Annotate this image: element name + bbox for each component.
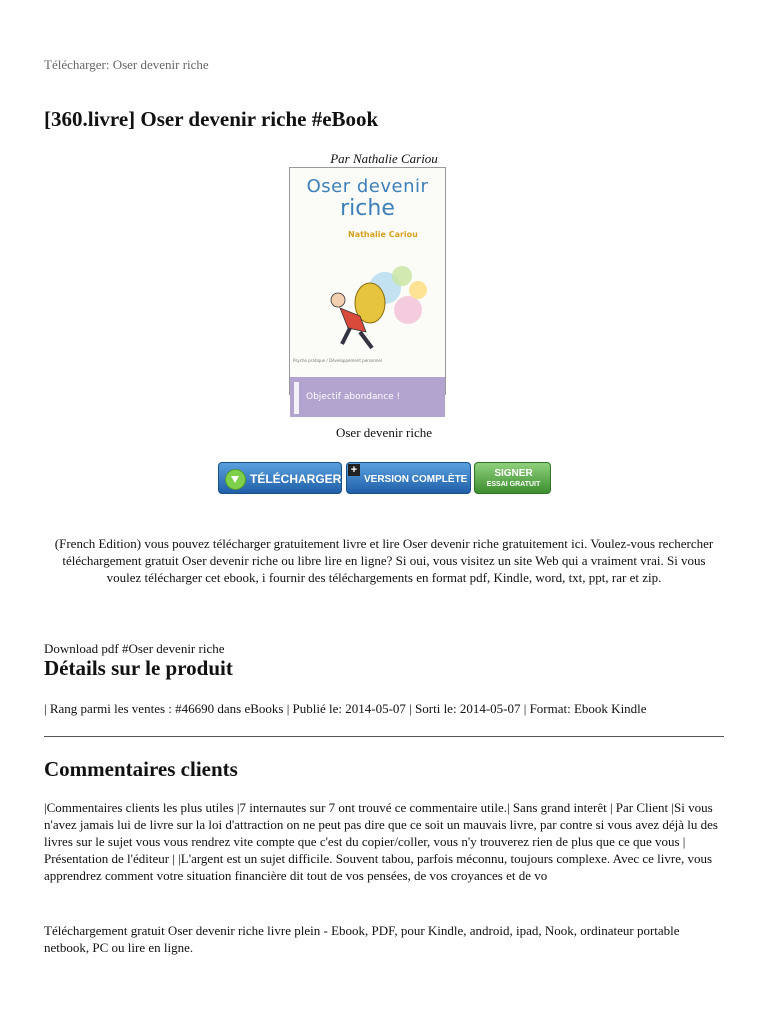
download-arrow-icon [225, 469, 246, 490]
download-button-label: TÉLÉCHARGER [250, 472, 342, 486]
sign-up-button[interactable] [474, 462, 551, 494]
sign-up-button-label: SIGNER [494, 468, 533, 479]
cover-title-line2: riche [340, 196, 395, 221]
customer-comments-text: |Commentaires clients les plus utiles |7 internautes sur 7 ont trouvé ce commentaire utile.| Sans grand interêt | Par Client |Si vous n'avez jamais lui de livre sur la loi d'attraction on ne peut pas dire que ce soit un mauvais livre, par contre si vous avez déjà lu des livres sur le sujet vous vous rendrez vite compte que c'est du copier/coller, vous n'y trouverez rien de plus que ce que vous | Présentation de l'éditeur | |L'argent est un sujet difficile. Souvent tabou, parfois méconnu, toujours complexe. Avec ce livre, vous apprendrez comment votre situation financière dit tout de vos pensées, de vos croyances et de vo [44, 800, 718, 883]
author-byline: Par Nathalie Cariou [330, 151, 438, 166]
book-cover[interactable] [289, 167, 446, 402]
page-title: [360.livre] Oser devenir riche #eBook [44, 107, 379, 131]
publisher-logo [292, 380, 301, 416]
illustration-bubble [394, 296, 422, 324]
cover-caption: Oser devenir riche [335, 425, 432, 440]
download-pdf-link[interactable]: Download pdf #Oser devenir riche [44, 641, 225, 656]
cover-title-line1: Oser devenir [306, 176, 429, 197]
section-divider [44, 736, 724, 737]
cover-band-text: Objectif abondance ! [306, 392, 401, 402]
free-trial-label: ESSAI GRATUIT [486, 481, 541, 488]
illustration-head [331, 293, 345, 307]
illustration-bubble [409, 281, 427, 299]
illustration-legs [342, 328, 372, 348]
customer-comments-heading: Commentaires clients [44, 757, 238, 781]
illustration-bubble [392, 266, 412, 286]
full-version-button-label: VERSION COMPLÈTE [364, 474, 468, 485]
cover-author: Nathalie Cariou [348, 230, 418, 239]
product-details-heading: Détails sur le produit [44, 656, 233, 680]
full-version-button[interactable] [346, 462, 471, 494]
final-paragraph: Téléchargement gratuit Oser devenir riche livre plein - Ebook, PDF, pour Kindle, android, ipad, Nook, ordinateur portable netbook, PC ou lire en ligne. [44, 923, 680, 955]
product-details-text: | Rang parmi les ventes : #46690 dans eBooks | Publié le: 2014-05-07 | Sorti le: 2014-05-07 | Format: Ebook Kindle [44, 701, 647, 716]
download-button[interactable] [218, 462, 342, 494]
intro-paragraph: (French Edition) vous pouvez télécharger gratuitement livre et lire Oser devenir riche gratuitement ici. Voulez-vous rechercher téléchargement gratuit Oser devenir riche ou libre lire en ligne? Si oui, vous visitez un site Web qui a vraiment vrai. Si vous voulez télécharger cet ebook, i fournir des téléchargements en format pdf, Kindle, word, txt, ppt, rar et zip. [54, 536, 714, 585]
cover-small-text: Psycho pratique / Développement personnel [293, 358, 383, 363]
plus-icon: + [348, 464, 360, 476]
page-top-title: Télécharger: Oser devenir riche [44, 57, 209, 72]
